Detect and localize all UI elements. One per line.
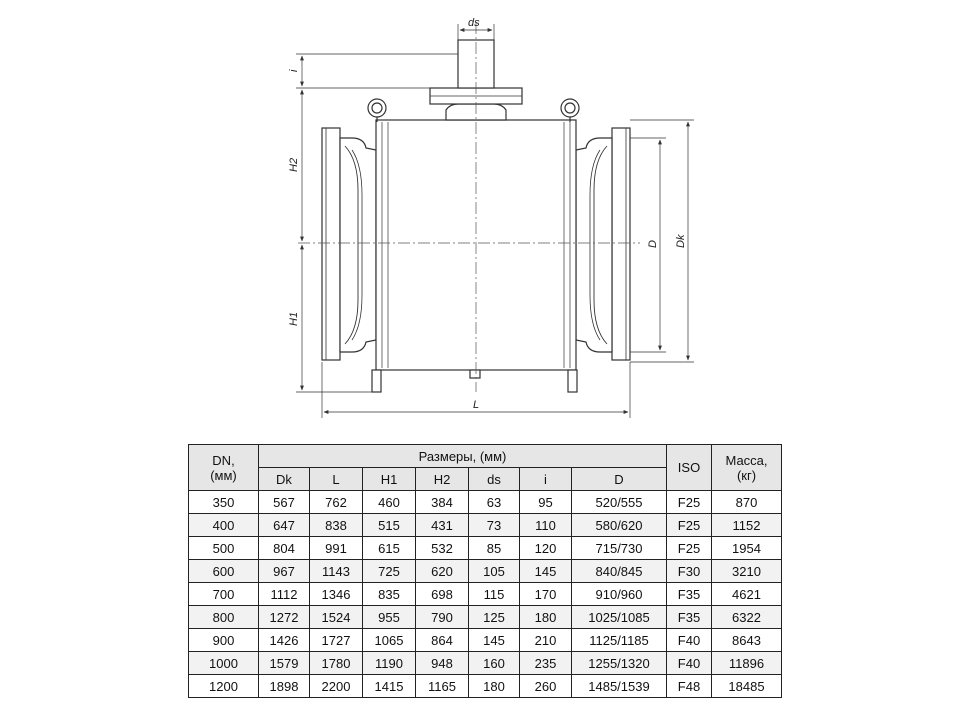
table-cell: 1426 [259, 629, 310, 652]
table-cell: F25 [667, 491, 712, 514]
table-cell: 8643 [712, 629, 782, 652]
header-l: L [310, 468, 363, 491]
table-cell: 864 [416, 629, 469, 652]
table-row [189, 583, 782, 606]
table-cell: 500 [189, 537, 259, 560]
table-cell: F35 [667, 606, 712, 629]
label-l: L [473, 399, 480, 411]
header-ds: ds [469, 468, 520, 491]
table-cell: 85 [469, 537, 520, 560]
table-cell: F48 [667, 675, 712, 698]
table-cell: 1125/1185 [572, 629, 667, 652]
right-flange [612, 128, 630, 360]
table-cell: 1524 [310, 606, 363, 629]
table-cell: 145 [469, 629, 520, 652]
table-cell: 910/960 [572, 583, 667, 606]
table-cell: 600 [189, 560, 259, 583]
table-cell: F25 [667, 514, 712, 537]
table-cell: 160 [469, 652, 520, 675]
header-dn-label: DN, [212, 452, 235, 468]
table-cell: 1000 [189, 652, 259, 675]
table-cell: 4621 [712, 583, 782, 606]
table-body [189, 491, 782, 698]
table-cell: 1152 [712, 514, 782, 537]
table-cell: 804 [259, 537, 310, 560]
table-cell: 520/555 [572, 491, 667, 514]
table-cell: F40 [667, 629, 712, 652]
table-cell: 1165 [416, 675, 469, 698]
table-cell: 700 [189, 583, 259, 606]
label-h1: H1 [288, 311, 300, 326]
table-row [189, 537, 782, 560]
table-cell: 762 [310, 491, 363, 514]
table-row [189, 606, 782, 629]
table-cell: 73 [469, 514, 520, 537]
drain-plug [470, 370, 480, 378]
table-cell: 948 [416, 652, 469, 675]
table-cell: 955 [363, 606, 416, 629]
table-cell: 120 [520, 537, 572, 560]
table-cell: 620 [416, 560, 469, 583]
table-row [189, 675, 782, 698]
table-cell: 115 [469, 583, 520, 606]
table-cell: 1190 [363, 652, 416, 675]
table-cell: 1579 [259, 652, 310, 675]
table-row [189, 560, 782, 583]
table-cell: 105 [469, 560, 520, 583]
table-cell: 1485/1539 [572, 675, 667, 698]
table-cell: 1112 [259, 583, 310, 606]
header-dn [189, 445, 259, 491]
header-dk: Dk [259, 468, 310, 491]
table-cell: 580/620 [572, 514, 667, 537]
table-cell: 1346 [310, 583, 363, 606]
table-cell: 11896 [712, 652, 782, 675]
table-cell: 1727 [310, 629, 363, 652]
table-cell: 95 [520, 491, 572, 514]
label-dk: Dk [675, 234, 687, 248]
table-cell: 110 [520, 514, 572, 537]
header-dn-unit: (мм) [210, 467, 237, 483]
table-cell: 6322 [712, 606, 782, 629]
right-foot [568, 370, 577, 392]
table-cell: 1025/1085 [572, 606, 667, 629]
table-cell: F40 [667, 652, 712, 675]
label-h2: H2 [288, 157, 300, 172]
table-cell: 515 [363, 514, 416, 537]
table-cell: 1780 [310, 652, 363, 675]
table-cell: 698 [416, 583, 469, 606]
table-cell: 1065 [363, 629, 416, 652]
table-cell: 532 [416, 537, 469, 560]
table-cell: 715/730 [572, 537, 667, 560]
left-flange [322, 128, 340, 360]
table-cell: 384 [416, 491, 469, 514]
table-cell: 63 [469, 491, 520, 514]
table-cell: 1415 [363, 675, 416, 698]
table-cell: 967 [259, 560, 310, 583]
table-cell: 170 [520, 583, 572, 606]
table-cell: F35 [667, 583, 712, 606]
dimensions-table [188, 444, 782, 698]
left-foot [372, 370, 381, 392]
table-cell: 991 [310, 537, 363, 560]
header-h1: H1 [363, 468, 416, 491]
table-cell: F25 [667, 537, 712, 560]
table-cell: 431 [416, 514, 469, 537]
label-d: D [647, 240, 659, 248]
header-d: D [572, 468, 667, 491]
table-cell: 838 [310, 514, 363, 537]
table-cell: 18485 [712, 675, 782, 698]
label-ds: ds [468, 17, 480, 29]
header-iso: ISO [667, 445, 712, 491]
header-mass-label: Масса, [725, 452, 768, 468]
table-cell: 615 [363, 537, 416, 560]
table-cell: 180 [520, 606, 572, 629]
table-cell: 1954 [712, 537, 782, 560]
table-cell: 180 [469, 675, 520, 698]
table-cell: 870 [712, 491, 782, 514]
table-cell: 1272 [259, 606, 310, 629]
table-cell: 790 [416, 606, 469, 629]
table-cell: 835 [363, 583, 416, 606]
header-dimensions: Размеры, (мм) [259, 445, 667, 468]
table-row [189, 514, 782, 537]
table-row [189, 629, 782, 652]
table-cell: 2200 [310, 675, 363, 698]
table-cell: 1255/1320 [572, 652, 667, 675]
header-mass [712, 445, 782, 491]
header-h2: H2 [416, 468, 469, 491]
table-cell: 235 [520, 652, 572, 675]
table-cell: 210 [520, 629, 572, 652]
table-cell: 350 [189, 491, 259, 514]
table-cell: 3210 [712, 560, 782, 583]
table-cell: 800 [189, 606, 259, 629]
table-cell: 400 [189, 514, 259, 537]
header-mass-unit: (кг) [736, 467, 757, 483]
table-cell: 900 [189, 629, 259, 652]
table-cell: 460 [363, 491, 416, 514]
table-cell: 725 [363, 560, 416, 583]
table-cell: 145 [520, 560, 572, 583]
table-cell: 567 [259, 491, 310, 514]
table-row [189, 491, 782, 514]
label-i: i [288, 69, 300, 72]
table-cell: F30 [667, 560, 712, 583]
table-cell: 1200 [189, 675, 259, 698]
table-cell: 1898 [259, 675, 310, 698]
table-cell: 125 [469, 606, 520, 629]
header-i: i [520, 468, 572, 491]
table-cell: 840/845 [572, 560, 667, 583]
table-row [189, 652, 782, 675]
table-cell: 1143 [310, 560, 363, 583]
table-cell: 647 [259, 514, 310, 537]
table-cell: 260 [520, 675, 572, 698]
